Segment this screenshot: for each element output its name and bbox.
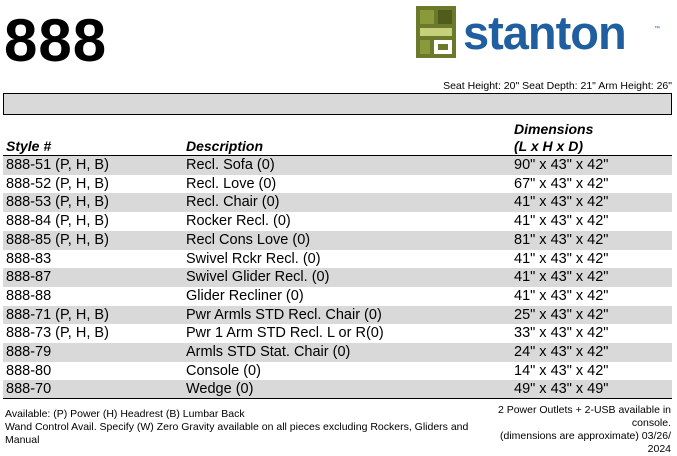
table-row xyxy=(3,362,672,381)
table-row xyxy=(3,156,672,175)
table-row xyxy=(3,343,672,362)
cell-style: 888-84 (P, H, B) xyxy=(6,213,109,230)
stanton-logo-mark-icon xyxy=(416,6,456,58)
cell-description: Armls STD Stat. Chair (0) xyxy=(186,344,351,361)
table-row xyxy=(3,175,672,194)
cell-dimensions: 81" x 43" x 42" xyxy=(514,231,609,248)
footer-availability xyxy=(5,408,475,447)
table-row xyxy=(3,268,672,287)
footer-notes xyxy=(481,404,671,456)
cell-description: Swivel Glider Recl. (0) xyxy=(186,269,330,286)
table-row xyxy=(3,324,672,343)
cell-description: Rocker Recl. (0) xyxy=(186,213,291,230)
cell-dimensions: 41" x 43" x 42" xyxy=(514,250,609,267)
col-header-dimensions xyxy=(511,117,672,156)
model-number: 888 xyxy=(4,7,108,74)
cell-dimensions: 49" x 43" x 49" xyxy=(514,381,609,398)
stanton-logo xyxy=(416,6,666,64)
table-row xyxy=(3,193,672,212)
table-row xyxy=(3,231,672,250)
table-row xyxy=(3,380,672,399)
cell-style: 888-83 xyxy=(6,250,52,267)
cell-dimensions: 41" x 43" x 42" xyxy=(514,269,609,286)
cell-description: Wedge (0) xyxy=(186,381,254,398)
col-header-style: Style # xyxy=(3,117,183,156)
cell-description: Recl Cons Love (0) xyxy=(186,231,311,248)
cell-description: Console (0) xyxy=(186,362,261,379)
cell-style: 888-71 (P, H, B) xyxy=(6,306,109,323)
cell-dimensions: 14" x 43" x 42" xyxy=(514,362,609,379)
header-band xyxy=(3,93,672,115)
cell-description: Recl. Chair (0) xyxy=(186,194,280,211)
cell-dimensions: 41" x 43" x 42" xyxy=(514,194,609,211)
cell-dimensions: 24" x 43" x 42" xyxy=(514,344,609,361)
cell-style: 888-87 xyxy=(6,269,52,286)
cell-description: Pwr 1 Arm STD Recl. L or R(0) xyxy=(186,325,384,342)
seat-specs: Seat Height: 20" Seat Depth: 21" Arm Height: 26" xyxy=(443,80,672,92)
cell-style: 888-52 (P, H, B) xyxy=(6,175,109,192)
cell-style: 888-80 xyxy=(6,362,52,379)
cell-dimensions: 90" x 43" x 42" xyxy=(514,157,609,173)
cell-dimensions: 41" x 43" x 42" xyxy=(514,287,609,304)
table-header-row xyxy=(3,117,672,156)
footer-date-note: (dimensions are approximate) 03/26/ 2024 xyxy=(499,430,671,455)
cell-dimensions: 25" x 43" x 42" xyxy=(514,306,609,323)
table-row xyxy=(3,250,672,269)
col-header-description: Description xyxy=(183,117,511,156)
cell-description: Pwr Armls STD Recl. Chair (0) xyxy=(186,306,382,323)
cell-style: 888-79 xyxy=(6,344,52,361)
styles-table xyxy=(3,117,672,399)
table-row xyxy=(3,212,672,231)
cell-style: 888-73 (P, H, B) xyxy=(6,325,109,342)
table-row xyxy=(3,287,672,306)
table-row xyxy=(3,306,672,325)
cell-description: Recl. Sofa (0) xyxy=(186,157,275,173)
cell-style: 888-53 (P, H, B) xyxy=(6,194,109,211)
cell-description: Recl. Love (0) xyxy=(186,175,277,192)
table-bottom-rule xyxy=(3,398,672,399)
cell-dimensions: 67" x 43" x 42" xyxy=(514,175,609,192)
trademark-symbol: ™ xyxy=(654,26,660,32)
col-header-dimensions-line1: Dimensions xyxy=(514,121,594,137)
cell-dimensions: 41" x 43" x 42" xyxy=(514,213,609,230)
stanton-wordmark: stanton xyxy=(463,6,626,59)
footer-wand-note: Wand Control Avail. Specify (W) Zero Gravity available on all pieces excluding Rockers, Gliders and Manual xyxy=(5,421,469,446)
col-header-dimensions-line2: (L x H x D) xyxy=(514,138,583,154)
cell-description: Glider Recliner (0) xyxy=(186,287,304,304)
cell-dimensions: 33" x 43" x 42" xyxy=(514,325,609,342)
cell-style: 888-88 xyxy=(6,287,52,304)
cell-style: 888-85 (P, H, B) xyxy=(6,231,109,248)
cell-style: 888-51 (P, H, B) xyxy=(6,157,109,173)
footer-outlets-note: 2 Power Outlets + 2-USB available in console. xyxy=(497,404,671,429)
cell-description: Swivel Rckr Recl. (0) xyxy=(186,250,321,267)
footer-options-note: Available: (P) Power (H) Headrest (B) Lumbar Back xyxy=(5,408,245,420)
cell-style: 888-70 xyxy=(6,381,52,398)
